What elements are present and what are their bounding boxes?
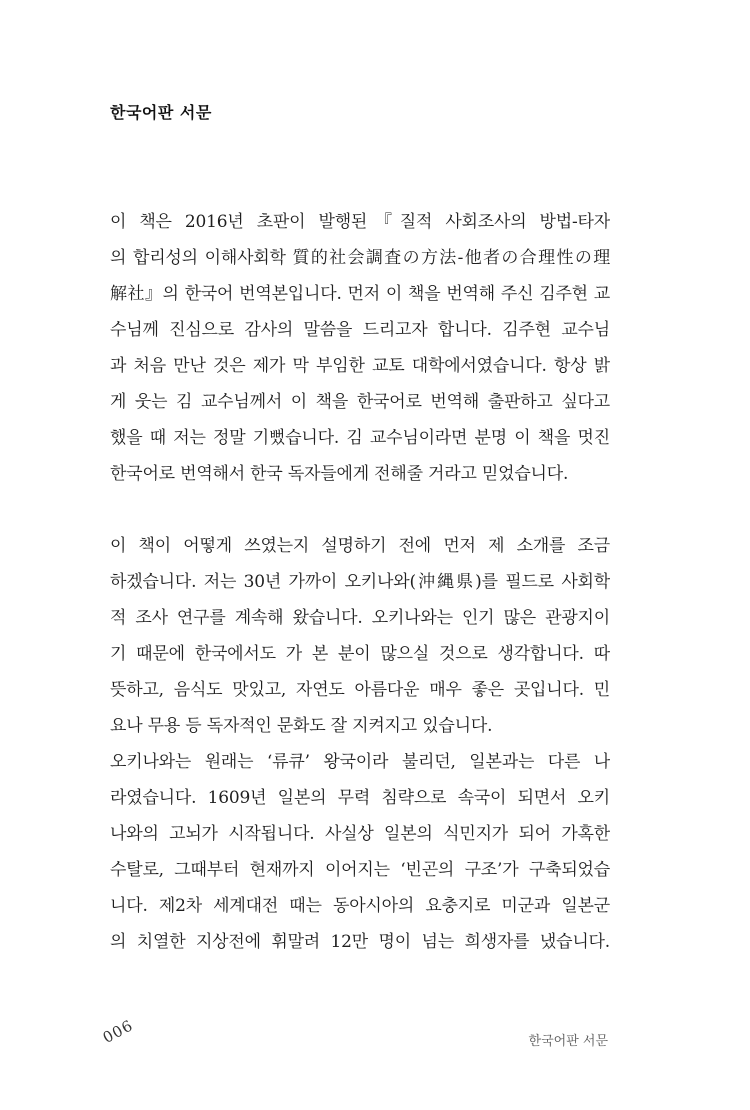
paragraph-1 (110, 204, 610, 492)
text-line: 나와의 고뇌가 시작됩니다. 사실상 일본의 식민지가 되어 가혹한 (110, 824, 610, 844)
text-line: 수님께 진심으로 감사의 말씀을 드리고자 합니다. 김주현 교수님 (110, 320, 610, 340)
text-line: 하겠습니다. 저는 30년 가까이 오키나와(沖縄県)를 필드로 사회학 (110, 572, 610, 592)
body-text (110, 204, 610, 960)
paragraph-3 (110, 744, 610, 960)
paragraph-2 (110, 528, 610, 744)
paragraph-gap (110, 492, 610, 528)
text-line: 이 책이 어떻게 쓰였는지 설명하기 전에 먼저 제 소개를 조금 (110, 536, 610, 556)
text-line: 했을 때 저는 정말 기뻤습니다. 김 교수님이라면 분명 이 책을 멋진 (110, 428, 610, 448)
running-footer-title: 한국어판 서문 (528, 1034, 608, 1049)
text-line: 요나 무용 등 독자적인 문화도 잘 지켜지고 있습니다. (110, 716, 493, 736)
text-line: 게 웃는 김 교수님께서 이 책을 한국어로 번역해 출판하고 싶다고 (110, 392, 610, 412)
text-line: 한국어로 번역해서 한국 독자들에게 전해줄 거라고 믿었습니다. (110, 464, 569, 484)
text-line: 과 처음 만난 것은 제가 막 부임한 교토 대학에서였습니다. 항상 밝 (110, 356, 610, 376)
page-number: 006 (99, 1016, 137, 1047)
text-line: 라였습니다. 1609년 일본의 무력 침략으로 속국이 되면서 오키 (110, 788, 610, 808)
text-line: 이 책은 2016년 초판이 발행된『질적 사회조사의 방법-타자 (110, 212, 610, 232)
section-title: 한국어판 서문 (110, 103, 212, 122)
text-line: 기 때문에 한국에서도 가 본 분이 많으실 것으로 생각합니다. 따 (110, 644, 610, 664)
text-line: 解社』의 한국어 번역본입니다. 먼저 이 책을 번역해 주신 김주현 교 (110, 284, 610, 304)
text-line: 오키나와는 원래는 ‘류큐’ 왕국이라 불리던, 일본과는 다른 나 (110, 752, 610, 772)
text-line: 뜻하고, 음식도 맛있고, 자연도 아름다운 매우 좋은 곳입니다. 민 (110, 680, 610, 700)
text-line: 니다. 제2차 세계대전 때는 동아시아의 요충지로 미군과 일본군 (110, 896, 610, 916)
text-line: 의 합리성의 이해사회학 質的社会調査の方法-他者の合理性の理 (110, 248, 610, 268)
text-line: 수탈로, 그때부터 현재까지 이어지는 ‘빈곤의 구조’가 구축되었습 (110, 860, 610, 880)
text-line: 적 조사 연구를 계속해 왔습니다. 오키나와는 인기 많은 관광지이 (110, 608, 610, 628)
text-line: 의 치열한 지상전에 휘말려 12만 명이 넘는 희생자를 냈습니다. (110, 932, 610, 952)
